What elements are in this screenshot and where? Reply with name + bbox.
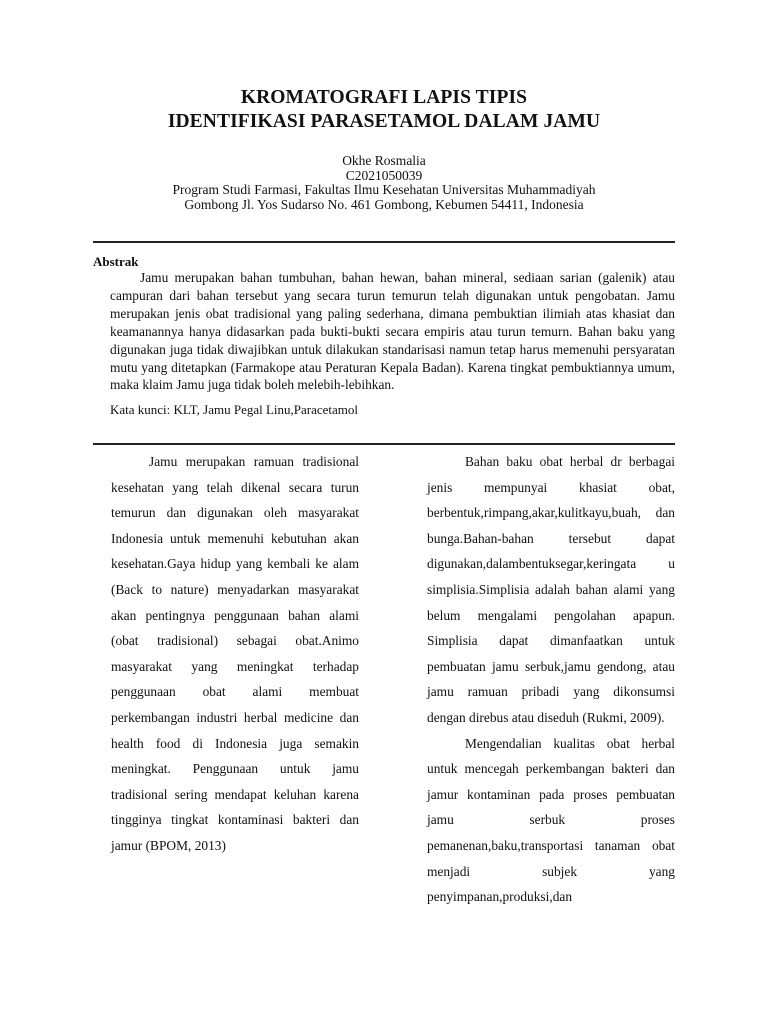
affiliation-line-2: Gombong Jl. Yos Sudarso No. 461 Gombong, Kebumen 54411, Indonesia bbox=[184, 196, 584, 212]
body-column-right bbox=[427, 449, 675, 910]
paper-title bbox=[93, 86, 675, 134]
body-column-left bbox=[111, 449, 359, 859]
right-paragraph-1: Bahan baku obat herbal dr berbagai jenis mempunyai khasiat obat, berbentuk,rimpang,akar,kulitkayu,buah, dan bunga.Bahan-bahan tersebut dapat digunakan,dalambentuksegar,keringata u simplisia.Simplisia adalah bahan alami yang belum mengalami pengolahan apapun. Simplisia dapat dimanfaatkan untuk pembuatan jamu serbuk,jamu gendong, atau jamu ramuan pribadi yang dikonsumsi dengan direbus atau diseduh (Rukmi, 2009). bbox=[427, 454, 675, 725]
top-divider bbox=[93, 241, 675, 243]
author-id: C2021050039 bbox=[345, 167, 423, 183]
bottom-divider bbox=[93, 443, 675, 445]
abstract-heading: Abstrak bbox=[93, 254, 139, 269]
title-line-2: IDENTIFIKASI PARASETAMOL DALAM JAMU bbox=[167, 111, 601, 132]
left-paragraph: Jamu merupakan ramuan tradisional kesehatan yang telah dikenal secara turun temurun dan digunakan oleh masyarakat Indonesia untuk memenuhi kebutuhan akan kesehatan.Gaya hidup yang kembali ke alam (Back to nature) menyadarkan masyarakat akan pentingnya penggunaan bahan alami (obat tradisional) sebagai obat.Animo masyarakat yang meningkat terhadap penggunaan obat alami membuat perkembangan industri herbal medicine dan health food di Indonesia juga semakin meningkat. Penggunaan untuk jamu tradisional sering mendapat keluhan karena tingginya tingkat kontaminasi bakteri dan jamur (BPOM, 2013) bbox=[111, 454, 359, 853]
title-line-1: KROMATOGRAFI LAPIS TIPIS bbox=[240, 87, 528, 108]
affiliation-line-1: Program Studi Farmasi, Fakultas Ilmu Kesehatan Universitas Muhammadiyah bbox=[172, 182, 596, 197]
abstract-section bbox=[93, 255, 675, 418]
author-name: Okhe Rosmalia bbox=[342, 153, 426, 168]
paper-header bbox=[93, 86, 675, 212]
abstract-body: Jamu merupakan bahan tumbuhan, bahan hewan, bahan mineral, sediaan sarian (galenik) atau campuran dari bahan tersebut yang secara turun temurun telah digunakan untuk pengobatan. Jamu merupakan jenis obat tradisional yang paling sederhana, dimana pembuktian ilimiah atas khasiat dan keamanannya hanya didasarkan pada bukti-bukti secara empiris atau turun temurn. Bahan baku yang digunakan juga tidak diwajibkan untuk dilakukan standarisasi namun tetap harus memenuhi persyaratan mutu yang ditetapkan (Farmakope atau Peraturan Kepala Badan). Karena tingkat pembuktiannya umum, maka klaim Jamu juga tidak boleh melebih-lebihkan. bbox=[110, 270, 675, 393]
keywords: Kata kunci: KLT, Jamu Pegal Linu,Paracetamol bbox=[110, 402, 359, 418]
author-block bbox=[93, 154, 675, 212]
right-paragraph-2: Mengendalian kualitas obat herbal untuk mencegah perkembangan bakteri dan jamur kontaminan pada proses pembuatan jamu serbuk proses pemanenan,baku,transportasi tanaman obat menjadi subjek yang penyimpanan,produksi,dan bbox=[427, 735, 675, 905]
